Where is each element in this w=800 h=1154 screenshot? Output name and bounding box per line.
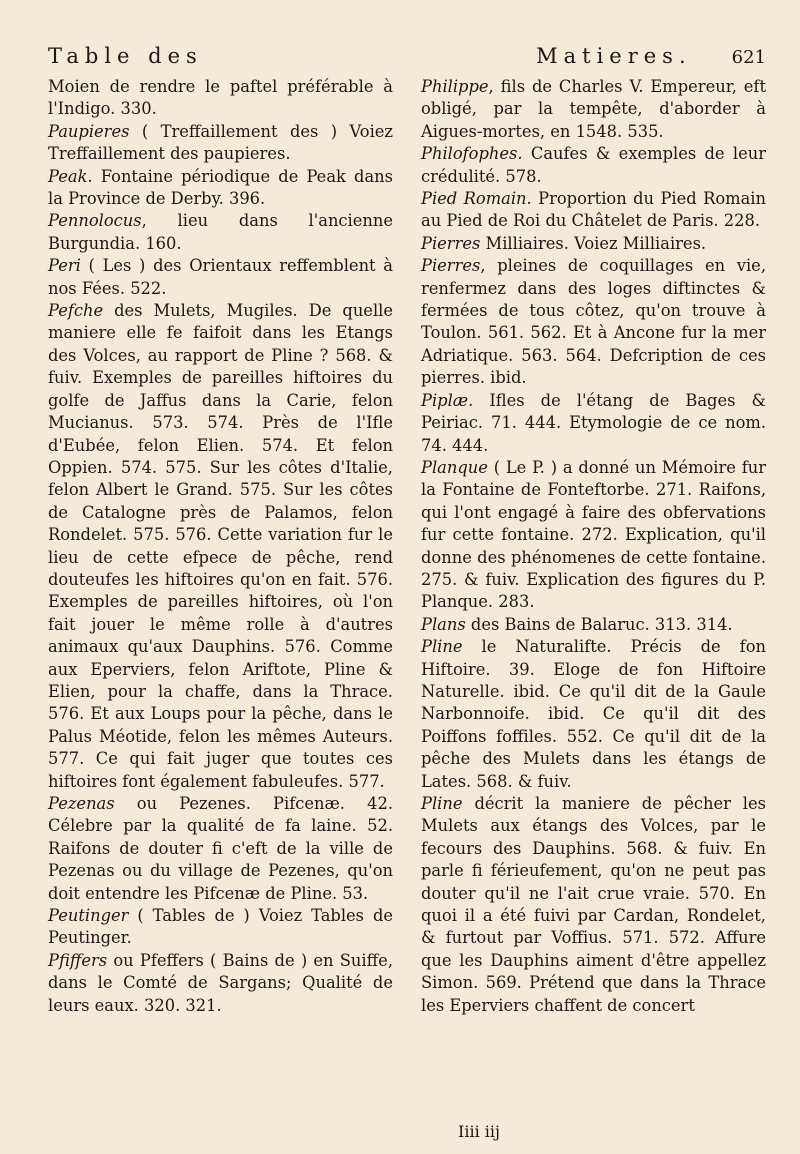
entry-headword: Paupieres	[48, 121, 130, 141]
signature-mark: Iiii iij	[458, 1122, 500, 1141]
entry-headword: Plans	[421, 614, 466, 634]
entry-headword: Pline	[421, 637, 463, 657]
index-entry	[48, 793, 393, 905]
header-left-title: Table des	[48, 44, 203, 68]
right-column	[421, 76, 766, 1017]
index-entry	[421, 457, 766, 614]
entry-text: Moien de rendre le paftel préférable à l'Indigo. 330.	[48, 77, 393, 119]
entry-text: Ifles de l'étang de Bages & Peiriac. 71. 444. Etymologie de ce nom. 74. 444.	[421, 390, 766, 455]
entry-headword: Peri	[48, 256, 81, 276]
running-header	[48, 44, 766, 70]
entry-text: des Mulets, Mugiles. De quelle maniere elle fe faifoit dans les Etangs des Volces, au rapport de Pline ? 568. & fuiv. Exemples de pareilles hiftoires du golfe de Jaffus dans la Carie, felon Mucianus. 573. 574. Près de l'Ifle d'Eubée, felon Elien. 574. Et felon Oppien. 574. 575. Sur les côtes d'Italie, felon Albert le Grand. 575. Sur les côtes de Catalogne près de Palamos, felon Rondelet. 575. 576. Cette variation fur le lieu de cette efpece de pêche, rend douteufes les hiftoires qu'on en fait. 576. Exemples de pareilles hiftoires, où l'on fait jouer le même rolle à d'autres animaux qu'aux Dauphins. 576. Comme aux Eperviers, felon Ariftote, Pline & Elien, pour la chaffe, dans la Thrace. 576. Et aux Loups pour la pêche, dans le Palus Méotide, felon les mêmes Auteurs. 577. Ce qui fait juger que toutes ces hiftoires font également fabuleufes. 577.	[48, 301, 393, 791]
entry-headword: Philofophes.	[421, 144, 523, 164]
entry-text: , fils de Charles V. Empereur, eft obligé, par la tempête, d'aborder à Aigues-mortes, en 1548. 535.	[421, 77, 766, 141]
page-number: 621	[731, 47, 766, 68]
entry-headword: Piplæ.	[421, 390, 474, 410]
entry-headword: Pfiffers	[48, 950, 108, 970]
entry-headword: Pennolocus	[48, 211, 142, 231]
entry-headword: Pierres	[421, 256, 481, 276]
index-entry	[421, 614, 766, 636]
entry-text: Caufes & exemples de leur crédulité. 578.	[421, 144, 766, 186]
index-entry	[48, 905, 393, 950]
entry-headword: Pline	[421, 794, 463, 813]
index-entry	[48, 166, 393, 211]
entry-headword: Pierres	[421, 233, 481, 253]
entry-text: ou Pezenes. Pifcenæ. 42. Célebre par la qualité de fa laine. 52. Raifons de douter fi c'eft de la ville de Pezenas ou du village de Pezenes, qu'on doit entendre les Pifcenæ de Pline. 53.	[48, 794, 393, 903]
entry-text: ( Treffaillement des ) Voiez Treffaillement des paupieres.	[48, 121, 393, 164]
index-entry	[48, 210, 393, 255]
entry-text: ( Tables de ) Voiez Tables de Peutinger.	[48, 906, 393, 948]
index-entry	[421, 793, 766, 1017]
index-entry	[48, 121, 393, 166]
entry-text: , pleines de coquillages en vie, renfermez dans des loges diftinctes & fermées de tous côtez, qu'on trouve à Toulon. 561. 562. Et à Ancone fur la mer Adriatique. 563. 564. Defcription de ces pierres. ibid.	[421, 256, 766, 388]
entry-text: ( Les ) des Orientaux reffemblent à nos Fées. 522.	[48, 256, 393, 298]
entry-text: le Naturalifte. Précis de fon Hiftoire. 39. Eloge de fon Hiftoire Naturelle. ibid. Ce qu'il dit de la Gaule Narbonnoife. ibid. Ce qu'il dit des Poiffons foffiles. 552. Ce qu'il dit de la pêche des Mulets dans les étangs de Lates. 568. & fuiv.	[421, 637, 766, 791]
entry-text: ( Le P. ) a donné un Mémoire fur la Fontaine de Fonteftorbe. 271. Raifons, qui l'ont engagé à faire des obfervations fur cette fontaine. 272. Explication, qu'il donne des phénomenes de cette fontaine. 275. & fuiv. Explication des figures du P. Planque. 283.	[421, 457, 766, 612]
index-entry	[421, 76, 766, 143]
entry-text: Proportion du Pied Romain au Pied de Roi du Châtelet de Paris. 228.	[421, 189, 766, 231]
index-entry	[48, 950, 393, 1017]
entry-headword: Peak.	[48, 166, 93, 186]
entry-headword: Pefche	[48, 301, 104, 321]
index-entry	[421, 143, 766, 188]
entry-headword: Pezenas	[48, 794, 115, 813]
index-entry	[421, 636, 766, 793]
entry-headword: Philippe	[421, 77, 489, 96]
index-entry	[421, 390, 766, 457]
left-column	[48, 76, 393, 1017]
index-entry	[48, 300, 393, 793]
entry-text: Milliaires. Voiez Milliaires.	[480, 233, 707, 253]
index-entry	[421, 233, 766, 255]
entry-headword: Pied Romain.	[421, 189, 532, 209]
index-entry	[421, 188, 766, 233]
entry-text: , lieu dans l'ancienne Burgundia. 160.	[48, 211, 393, 253]
entry-text: décrit la maniere de pêcher les Mulets aux étangs des Volces, par le fecours des Dauphins. 568. & fuiv. En parle fi férieufement, qu'on ne peut pas douter qu'il ne l'ait crue vraie. 570. En quoi il a été fuivi par Cardan, Rondelet, & furtout par Voffius. 571. 572. Affure que les Dauphins aiment d'être appellez Simon. 569. Prétend que dans la Thrace les Eperviers chaffent de concert	[421, 794, 766, 1015]
index-entry	[48, 255, 393, 300]
header-right-title: Matieres.	[536, 44, 692, 68]
entry-text: Fontaine périodique de Peak dans la Province de Derby. 396.	[48, 166, 393, 209]
entry-headword: Peutinger	[48, 906, 129, 926]
entry-text: ou Pfeffers ( Bains de ) en Suiffe, dans le Comté de Sargans; Qualité de leurs eaux. 320. 321.	[48, 950, 393, 1015]
index-columns	[48, 76, 766, 1017]
entry-headword: Planque	[421, 457, 488, 477]
index-entry	[421, 255, 766, 389]
index-entry	[48, 76, 393, 121]
entry-text: des Bains de Balaruc. 313. 314.	[465, 614, 733, 634]
